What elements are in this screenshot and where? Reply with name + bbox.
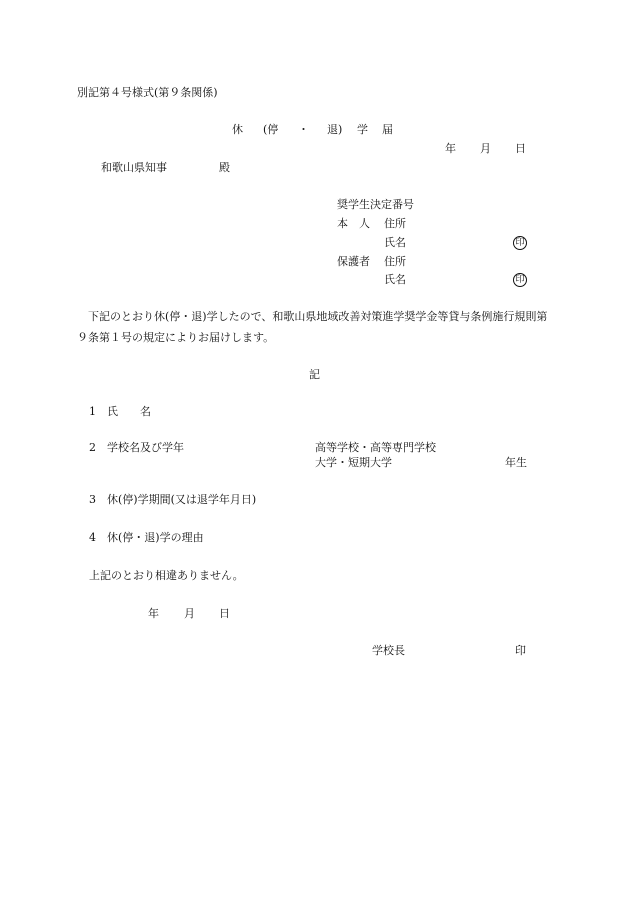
ki-heading: 記 — [309, 368, 320, 381]
self-address-label: 住所 — [384, 217, 406, 230]
bottom-date-day: 日 — [219, 607, 230, 620]
item-4-number: 4 — [89, 531, 96, 544]
title-char-2: (停 — [263, 123, 279, 136]
date-month: 月 — [480, 142, 491, 155]
guardian-name-label: 氏名 — [384, 273, 406, 286]
item-2-number: 2 — [89, 441, 96, 454]
addressee-name: 和歌山県知事 — [101, 161, 167, 174]
grade-label: 年生 — [505, 456, 527, 469]
body-paragraph: 下記のとおり休(停・退)学したので、和歌山県地域改善対策進学奨学金等貸与条例施行規則第９条第１号の規定によりお届けします。 — [77, 310, 548, 344]
title-char-4: 退) — [327, 123, 343, 136]
date-day: 日 — [515, 142, 526, 155]
title-char-5: 学 — [357, 123, 368, 136]
item-3-label: 休(停)学期間(又は退学年月日) — [107, 493, 257, 506]
confirmation-text: 上記のとおり相違ありません。 — [89, 569, 244, 582]
title-char-6: 届 — [382, 123, 393, 136]
item-3-number: 3 — [89, 493, 96, 506]
school-type-option-2: 大学・短期大学 — [315, 456, 392, 469]
item-1-label: 氏 名 — [107, 405, 151, 418]
seal-icon: 印 — [513, 273, 527, 287]
principal-seal-label: 印 — [515, 644, 526, 657]
bottom-date-year: 年 — [148, 607, 159, 620]
title-char-1: 休 — [232, 123, 243, 136]
decision-number-label: 奨学生決定番号 — [337, 198, 414, 211]
seal-icon: 印 — [513, 236, 527, 250]
item-4-label: 休(停・退)学の理由 — [107, 531, 204, 544]
guardian-address-label: 住所 — [384, 255, 406, 268]
date-year: 年 — [445, 142, 456, 155]
school-type-option-1: 高等学校・高等専門学校 — [315, 441, 436, 454]
item-2-label: 学校名及び学年 — [107, 441, 184, 454]
title-char-3: ・ — [298, 123, 309, 136]
self-name-label: 氏名 — [384, 236, 406, 249]
addressee-honorific: 殿 — [219, 161, 230, 174]
item-1-number: 1 — [89, 405, 96, 418]
bottom-date-month: 月 — [184, 607, 195, 620]
guardian-label: 保護者 — [337, 255, 370, 268]
self-label: 本 人 — [337, 217, 370, 230]
principal-label: 学校長 — [372, 644, 405, 657]
form-label: 別記第４号様式(第９条関係) — [77, 86, 218, 99]
